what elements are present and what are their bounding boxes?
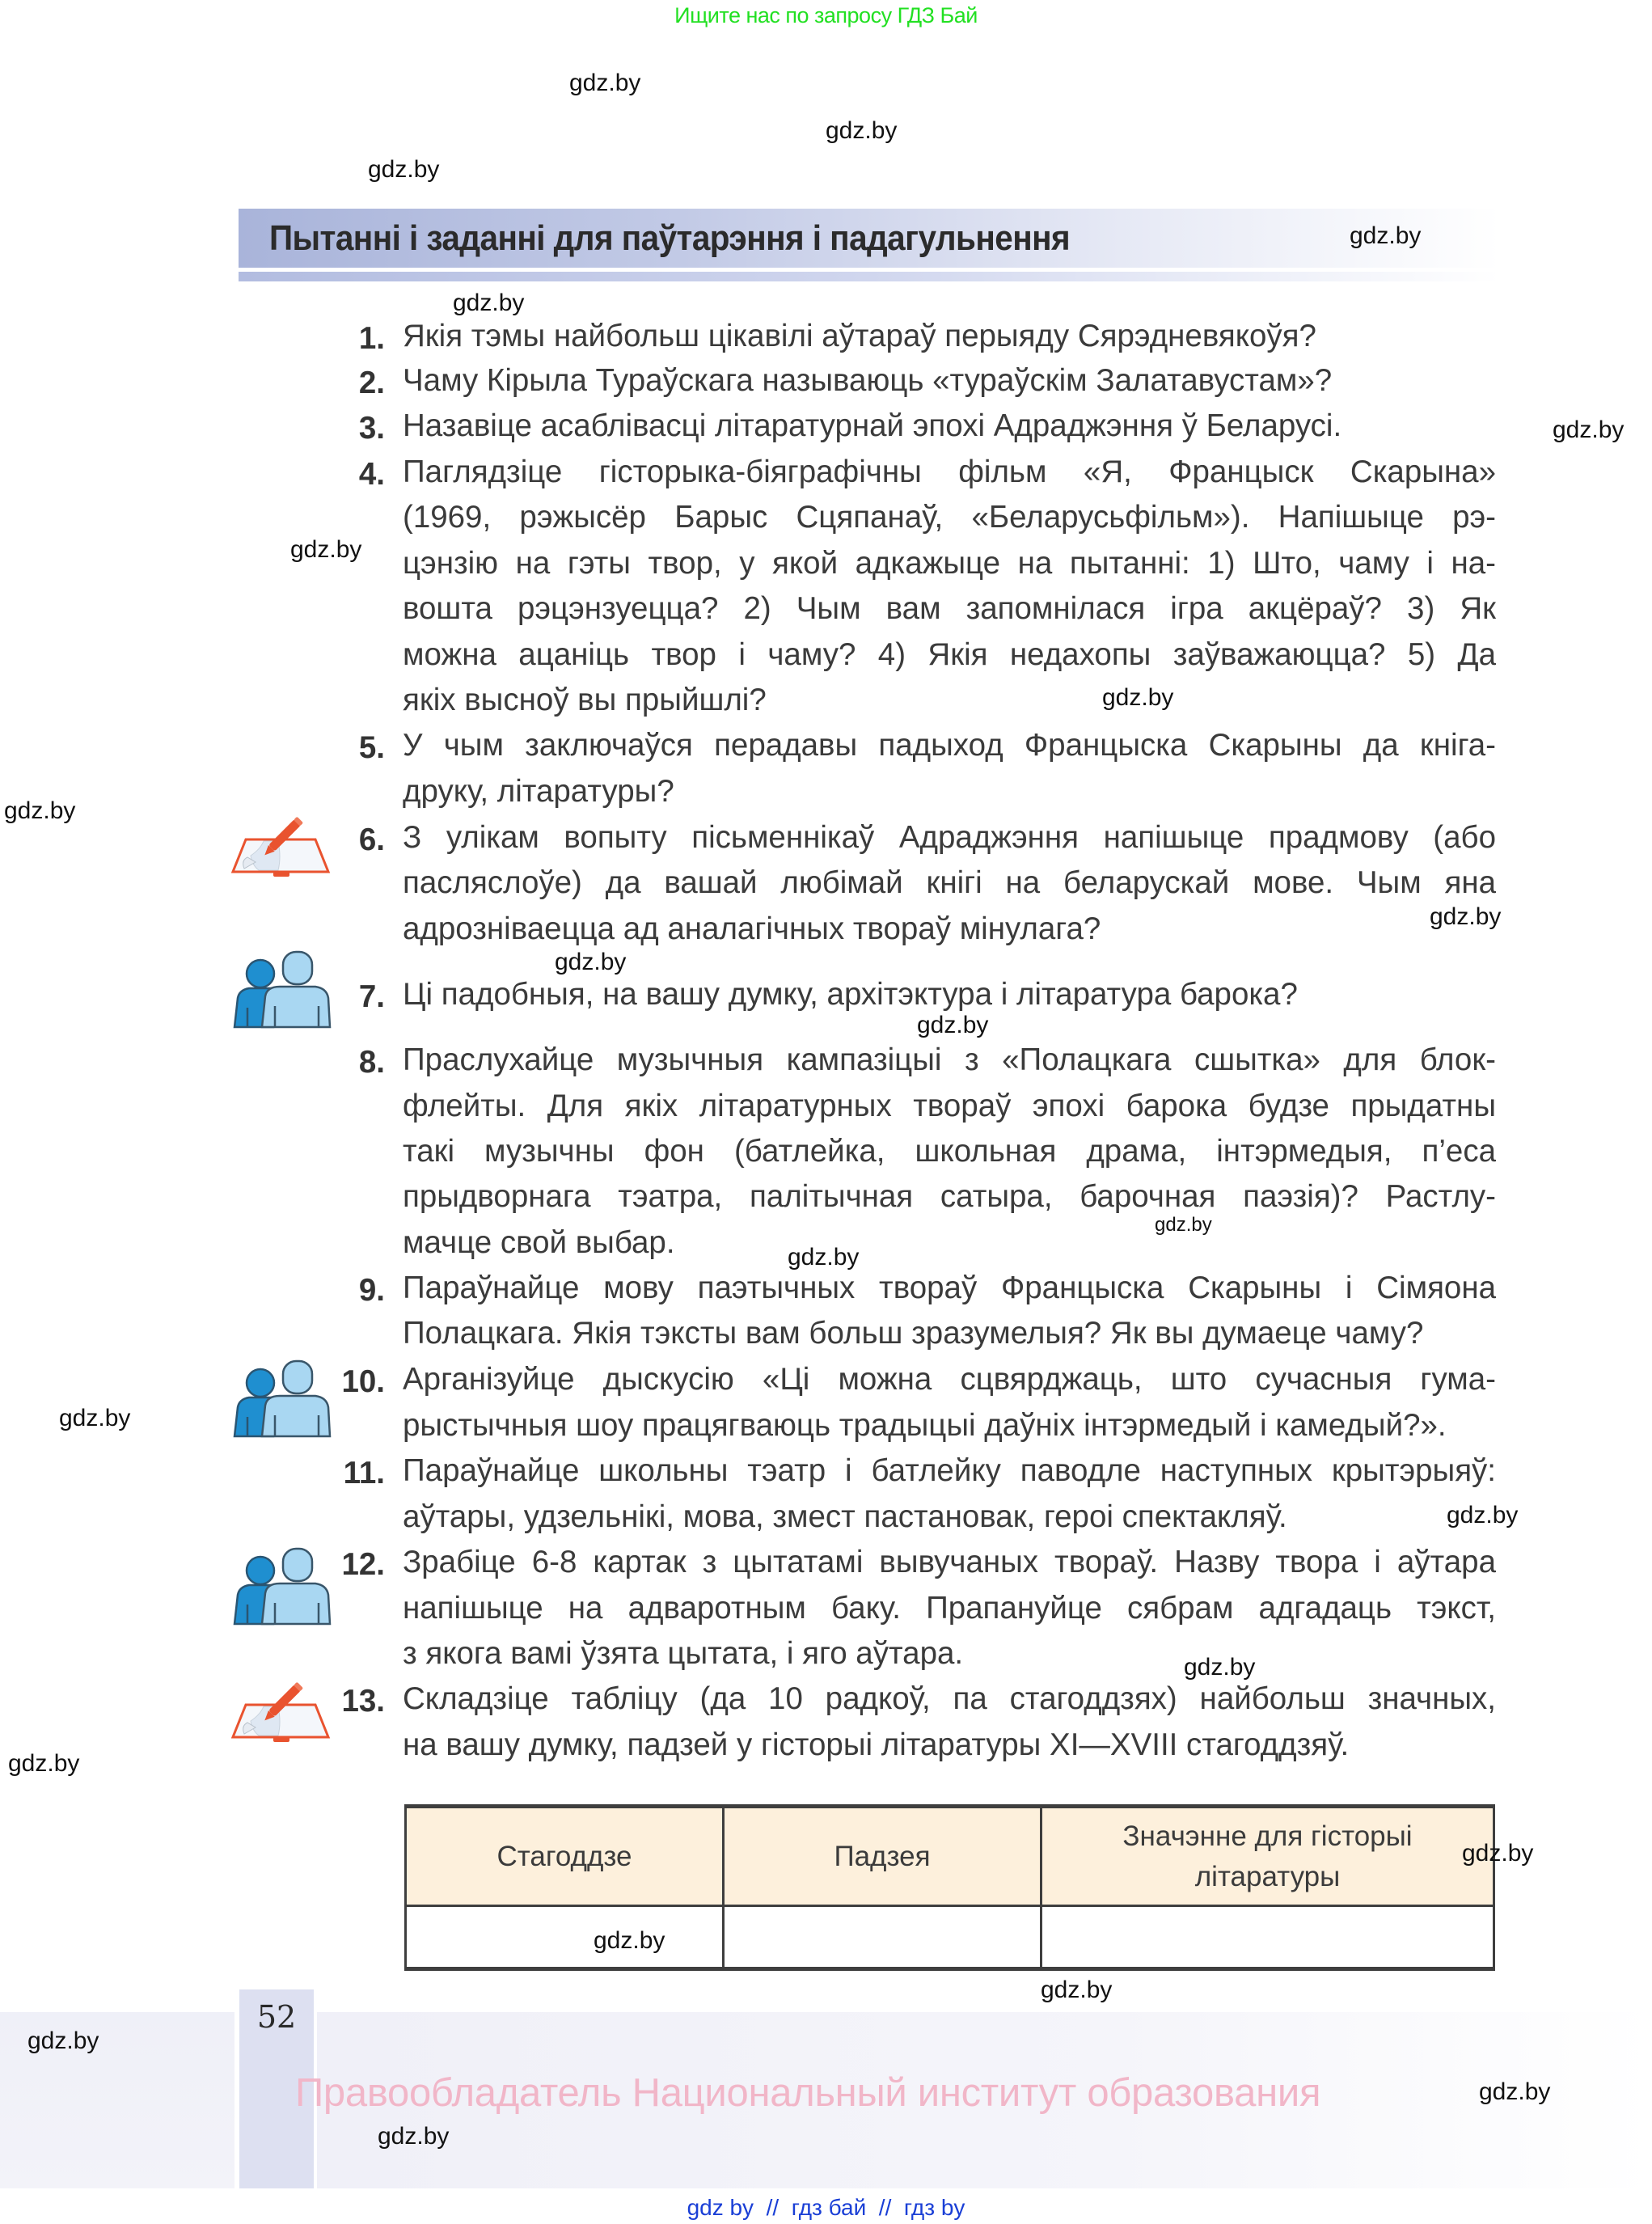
question-text-line: адрозніваецца ад аналагічных твораў мінулага? [403, 911, 1101, 946]
table-header-significance-line1: Значэнне для гісторыі [1122, 1820, 1413, 1852]
question-number: 12. [341, 1547, 385, 1582]
group-work-icon [228, 1545, 341, 1630]
question-text-line: Ці падобныя, на вашу думку, архітэктура і літаратура барока? [403, 977, 1298, 1012]
question-text-line: якіх высноў вы прыйшлі? [403, 683, 767, 717]
watermark: gdz.by [555, 949, 627, 975]
watermark: gdz.by [378, 2123, 450, 2150]
watermark: gdz.by [27, 2027, 99, 2054]
question-text-line: аўтары, удзельнікі, мова, змест пастановак, героі спектакляў. [403, 1499, 1287, 1534]
section-title: Пытанні і заданні для паўтарэння і падагульнення [269, 218, 1071, 258]
question-text-line: З улікам вопыту пісьменнікаў Адраджэння напішыце прадмову (або [403, 820, 1496, 855]
question-text-line: флейты. Для якіх літаратурных твораў эпохі барока будзе прыдатны [403, 1089, 1496, 1123]
watermark: gdz.by [59, 1405, 131, 1431]
question-text-line: Полацкага. Якія тэксты вам больш зразумелыя? Як вы думаеце чаму? [403, 1316, 1424, 1351]
pencil-notebook-icon [228, 1682, 341, 1753]
top-banner: Ищите нас по запросу ГДЗ Бай [674, 3, 978, 27]
watermark: gdz.by [569, 70, 641, 96]
group-work-icon [228, 1357, 341, 1442]
question-text-line: Арганізуйце дыскусію «Ці можна сцвярджаць, што сучасныя гума- [403, 1362, 1496, 1397]
table-header-event: Падзея [724, 1807, 1041, 1906]
question-text-line: друку, літаратуры? [403, 774, 674, 809]
question-number: 3. [358, 411, 385, 446]
question-number: 8. [358, 1045, 385, 1080]
history-table [404, 1804, 1495, 1971]
question-text-line: мачце свой выбар. [403, 1225, 675, 1260]
table-cell-event[interactable] [724, 1906, 1041, 1969]
watermark: gdz.by [1430, 903, 1502, 930]
watermark: gdz.by [1184, 1654, 1256, 1681]
question-number: 4. [358, 457, 385, 492]
group-work-icon [228, 948, 341, 1033]
table-cell-significance[interactable] [1041, 1906, 1494, 1969]
question-text-line: Параўнайце школьны тэатр і батлейку паводле наступных крытэрыяў: [403, 1453, 1496, 1488]
question-text-line: вошта рэцэнзуецца? 2) Чым вам запомнілася ігра акцёраў? 3) Як [403, 591, 1496, 626]
question-text-line: (1969, рэжысёр Барыс Сцяпанаў, «Беларусьфільм»). Напішыце рэ- [403, 500, 1496, 535]
watermark: gdz.by [4, 797, 76, 824]
question-text-line: такі музычны фон (батлейка, школьная драма, інтэрмедыя, п’еса [403, 1134, 1496, 1169]
question-number: 1. [358, 321, 385, 356]
watermark: gdz.by [826, 117, 898, 144]
watermark: gdz.by [453, 290, 525, 316]
question-text-line: напішыце на адваротным баку. Прапануйце сябрам адгадаць тэкст, [403, 1591, 1496, 1626]
question-text-line: Параўнайце мову паэтычных твораў Францыска Скарыны і Сімяона [403, 1271, 1496, 1305]
table-header-significance [1041, 1807, 1494, 1906]
watermark: gdz.by [1553, 416, 1625, 443]
watermark: gdz.by [1155, 1214, 1212, 1236]
watermark: gdz.by [788, 1244, 860, 1271]
bottom-links[interactable]: gdz by // гдз бай // гдз by [687, 2195, 965, 2220]
question-number: 6. [358, 822, 385, 857]
question-text-line: Паглядзіце гісторыка-біяграфічны фільм «Я, Францыск Скарына» [403, 455, 1496, 489]
watermark: gdz.by [1462, 1840, 1534, 1867]
watermark: gdz.by [1041, 1977, 1113, 2003]
table-header-century: Стагоддзе [406, 1807, 724, 1906]
question-text-line: пасляслоўе) да вашай любімай кнігі на беларускай мове. Чым яна [403, 865, 1496, 900]
watermark: gdz.by [1350, 222, 1422, 249]
question-text-line: рыстычныя шоу працягваюць традыцыі даўніх інтэрмедый і камедый?». [403, 1408, 1447, 1443]
watermark: gdz.by [1479, 2078, 1551, 2105]
question-text-line: з якога вамі ўзята цытата, і яго аўтара. [403, 1636, 964, 1671]
question-text-line: прыдворнага тэатра, палітычная сатыра, барочная паэзія)? Растлу- [403, 1179, 1496, 1214]
question-number: 10. [341, 1364, 385, 1399]
table-row [406, 1906, 1494, 1969]
table-header-row [406, 1807, 1494, 1906]
question-text-line: Чаму Кірыла Тураўскага называюць «тураўскім Залатавустам»? [403, 363, 1333, 398]
question-text-line: Якія тэмы найбольш цікавілі аўтараў перыяду Сярэдневякоўя? [403, 319, 1316, 353]
watermark: gdz.by [1447, 1502, 1519, 1528]
watermark: gdz.by [290, 536, 362, 563]
pencil-notebook-icon [228, 817, 341, 887]
watermark: gdz.by [917, 1012, 989, 1038]
watermark: gdz.by [368, 156, 440, 183]
question-text-line: на вашу думку, падзей у гісторыі літаратуры XI—XVIII стагоддзяў. [403, 1727, 1350, 1762]
question-text-line: Назавіце асаблівасці літаратурнай эпохі Адраджэння ў Беларусі. [403, 408, 1342, 443]
question-text-line: Зрабіце 6-8 картак з цытатамі вывучаных твораў. Назву твора і аўтара [403, 1545, 1496, 1579]
question-number: 2. [358, 366, 385, 400]
table-header-significance-line2: літаратуры [1194, 1860, 1341, 1892]
table-cell-century[interactable] [406, 1906, 724, 1969]
question-number: 11. [343, 1456, 385, 1490]
question-text-line: можна ацаніць твор і чаму? 4) Якія недахопы заўважаюцца? 5) Да [403, 637, 1496, 672]
watermark: gdz.by [8, 1750, 80, 1777]
question-number: 5. [358, 730, 385, 765]
page-number: 52 [256, 1999, 297, 2035]
question-text-line: У чым заключаўся перадавы падыход Францыска Скарыны да кніга- [403, 728, 1496, 763]
question-number: 13. [341, 1684, 385, 1719]
question-number: 9. [358, 1273, 385, 1308]
question-number: 7. [358, 979, 385, 1014]
watermark: gdz.by [1102, 684, 1174, 711]
question-text-line: цэнзію на гэты твор, у якой адкажыце на пытанні: 1) Што, чаму і на- [403, 546, 1496, 581]
section-title-stripe [239, 272, 1500, 281]
copyright-notice: Правообладатель Национальный институт образования [295, 2071, 1321, 2115]
question-text-line: Праслухайце музычныя кампазіцыі з «Полацкага сшытка» для блок- [403, 1042, 1496, 1077]
question-text-line: Складзіце табліцу (да 10 радкоў, па стагоддзях) найбольш значных, [403, 1681, 1496, 1716]
watermark: gdz.by [594, 1927, 665, 1954]
